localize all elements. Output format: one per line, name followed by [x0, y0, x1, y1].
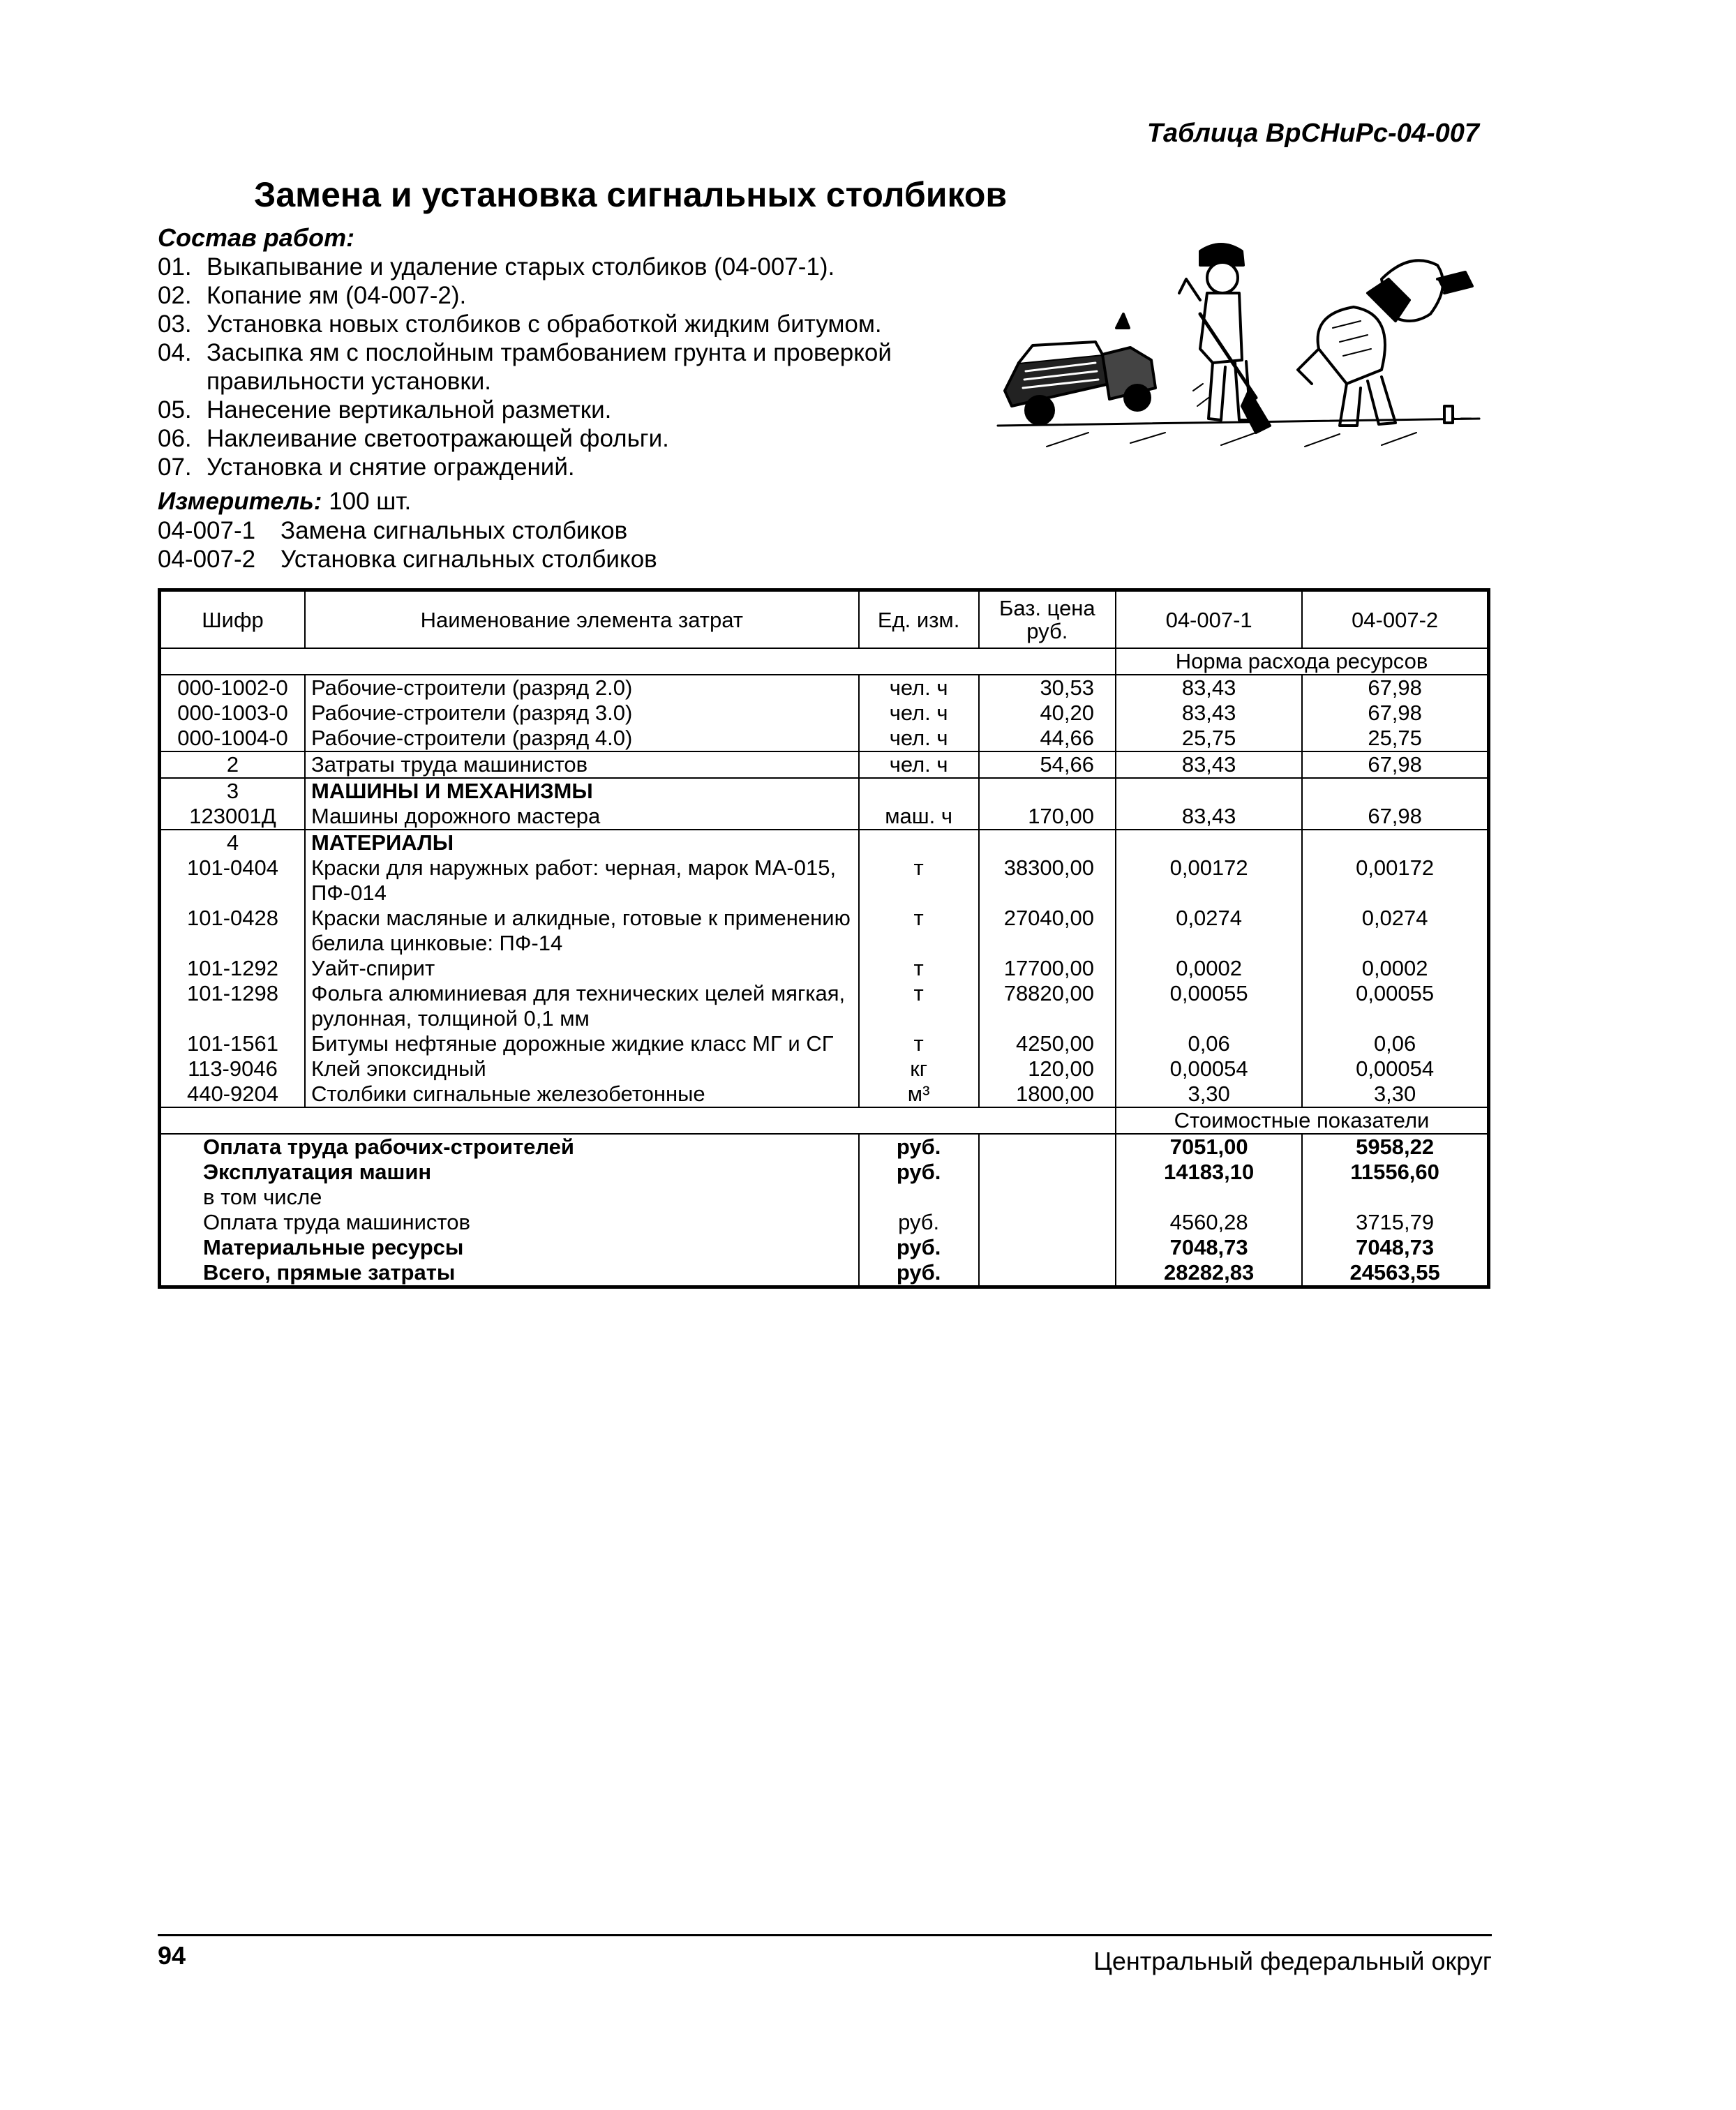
cost-name: Всего, прямые затраты	[160, 1260, 859, 1287]
section-title: Стоимостные показатели	[1116, 1107, 1488, 1134]
item-text: Засыпка ям с послойным трамбованием грунта и проверкой правильности установки.	[207, 339, 892, 395]
cell-value-b: 0,06	[1302, 1031, 1488, 1056]
cell-price: 4250,00	[979, 1031, 1116, 1056]
footer-text: Центральный федеральный округ	[1093, 1947, 1492, 1975]
cell-price: 30,53	[979, 675, 1116, 701]
cost-value-a: 7051,00	[1116, 1134, 1302, 1160]
cell-name: Клей эпоксидный	[305, 1056, 859, 1082]
item-number: 01.	[158, 253, 192, 280]
cost-value-a: 7048,73	[1116, 1235, 1302, 1260]
code: 04-007-2	[158, 546, 256, 573]
cell-name: Машины дорожного мастера	[305, 804, 859, 830]
cell-value-b: 67,98	[1302, 675, 1488, 701]
cell-unit: чел. ч	[859, 751, 979, 778]
cost-value-a	[1116, 1185, 1302, 1210]
item-number: 07.	[158, 454, 192, 481]
column-header-code: Шифр	[160, 590, 306, 649]
cost-value-a: 4560,28	[1116, 1210, 1302, 1235]
cell-price: 27040,00	[979, 906, 1116, 956]
cell-value-b: 67,98	[1302, 701, 1488, 726]
worker-figure	[1298, 260, 1472, 426]
cell-price: 1800,00	[979, 1082, 1116, 1107]
cell-price: 40,20	[979, 701, 1116, 726]
code-item	[158, 516, 657, 545]
cell-code: 113-9046	[160, 1056, 306, 1082]
cost-row	[160, 1185, 1489, 1210]
cell-unit: т	[859, 855, 979, 906]
cell-value-b: 3,30	[1302, 1082, 1488, 1107]
table-row	[160, 675, 1489, 701]
table-row	[160, 778, 1489, 804]
cell-value-a: 0,0002	[1116, 956, 1302, 981]
cost-value-b: 3715,79	[1302, 1210, 1488, 1235]
cost-value-b: 24563,55	[1302, 1260, 1488, 1287]
cell-value-b: 0,0002	[1302, 956, 1488, 981]
cell-name: МАТЕРИАЛЫ	[305, 830, 859, 855]
cost-name: Оплата труда машинистов	[160, 1210, 859, 1235]
measure	[158, 487, 411, 516]
cost-unit: руб.	[859, 1160, 979, 1185]
cost-name: Материальные ресурсы	[160, 1235, 859, 1260]
cell-unit: т	[859, 956, 979, 981]
cell-value-a: 0,00172	[1116, 855, 1302, 906]
cell-name: Рабочие-строители (разряд 2.0)	[305, 675, 859, 701]
measure-value: 100 шт.	[329, 488, 412, 515]
cell-price: 44,66	[979, 726, 1116, 751]
footer-divider	[158, 1934, 1492, 1936]
cost-unit	[859, 1185, 979, 1210]
table-row	[160, 830, 1489, 855]
cell-name: Рабочие-строители (разряд 3.0)	[305, 701, 859, 726]
cost-row	[160, 1235, 1489, 1260]
cell-value-b: 67,98	[1302, 751, 1488, 778]
cost-name: Эксплуатация машин	[160, 1160, 859, 1185]
table-row	[160, 855, 1489, 906]
code-text: Замена сигнальных столбиков	[280, 517, 628, 544]
table-row	[160, 906, 1489, 956]
table-row	[160, 956, 1489, 981]
item-text: Наклеивание светоотражающей фольги.	[207, 425, 669, 452]
cell-unit: маш. ч	[859, 804, 979, 830]
cell-unit: м³	[859, 1082, 979, 1107]
resource-table	[158, 588, 1490, 1289]
cell-value-a: 83,43	[1116, 804, 1302, 830]
cost-name: Оплата труда рабочих-строителей	[160, 1134, 859, 1160]
item-number: 06.	[158, 425, 192, 452]
code-list	[158, 516, 657, 574]
table-row	[160, 981, 1489, 1031]
cell-value-a: 83,43	[1116, 751, 1302, 778]
truck	[1005, 314, 1155, 424]
list-item	[158, 453, 960, 481]
cost-value-b: 11556,60	[1302, 1160, 1488, 1185]
cell-value-b: 0,0274	[1302, 906, 1488, 956]
table-reference: Таблица ВрСНиРс-04-007	[1146, 119, 1479, 148]
cell-name: Затраты труда машинистов	[305, 751, 859, 778]
cell-code: 000-1003-0	[160, 701, 306, 726]
cell-unit: кг	[859, 1056, 979, 1082]
cell-name: Фольга алюминиевая для технических целей мягкая, рулонная, толщиной 0,1 мм	[305, 981, 859, 1031]
column-header-04-007-1: 04-007-1	[1116, 590, 1302, 649]
cost-row	[160, 1210, 1489, 1235]
table-row	[160, 1031, 1489, 1056]
list-item	[158, 396, 960, 424]
cost-name: в том числе	[160, 1185, 859, 1210]
cell-unit: чел. ч	[859, 675, 979, 701]
item-number: 05.	[158, 396, 192, 424]
code-item	[158, 545, 657, 574]
cell-code: 101-0404	[160, 855, 306, 906]
section-header-row	[160, 1107, 1489, 1134]
item-number: 04.	[158, 339, 192, 366]
cell-value-b: 0,00172	[1302, 855, 1488, 906]
cost-unit: руб.	[859, 1235, 979, 1260]
item-number: 03.	[158, 310, 192, 338]
worker-figure	[1179, 244, 1270, 433]
page-number: 94	[158, 1941, 186, 1970]
cell-name: Рабочие-строители (разряд 4.0)	[305, 726, 859, 751]
list-item	[158, 253, 960, 281]
cell-unit: т	[859, 1031, 979, 1056]
cell-name: Краски для наружных работ: черная, марок МА-015, ПФ-014	[305, 855, 859, 906]
cell-price: 170,00	[979, 804, 1116, 830]
cell-code: 123001Д	[160, 804, 306, 830]
table-row	[160, 1056, 1489, 1082]
code: 04-007-1	[158, 517, 256, 544]
cell-unit: чел. ч	[859, 726, 979, 751]
cell-code: 4	[160, 830, 306, 855]
section-header-row	[160, 648, 1489, 675]
table-row	[160, 701, 1489, 726]
cell-code: 101-0428	[160, 906, 306, 956]
cost-unit: руб.	[859, 1260, 979, 1287]
item-text: Установка новых столбиков с обработкой жидким битумом.	[207, 310, 882, 338]
cost-value-b: 7048,73	[1302, 1235, 1488, 1260]
workers-illustration	[991, 223, 1493, 467]
cell-code: 000-1004-0	[160, 726, 306, 751]
measure-label: Измеритель:	[158, 488, 322, 515]
cell-value-b: 0,00054	[1302, 1056, 1488, 1082]
cell-price: 120,00	[979, 1056, 1116, 1082]
column-header-04-007-2: 04-007-2	[1302, 590, 1488, 649]
column-header-unit: Ед. изм.	[859, 590, 979, 649]
item-text: Нанесение вертикальной разметки.	[207, 396, 612, 424]
cell-unit: т	[859, 906, 979, 956]
cell-value-a: 0,06	[1116, 1031, 1302, 1056]
cost-value-b	[1302, 1185, 1488, 1210]
cell-unit: т	[859, 981, 979, 1031]
item-number: 02.	[158, 282, 192, 309]
cost-row	[160, 1160, 1489, 1185]
table-header-row	[160, 590, 1489, 649]
cell-name: Краски масляные и алкидные, готовые к применению белила цинковые: ПФ-14	[305, 906, 859, 956]
cost-value-a: 14183,10	[1116, 1160, 1302, 1185]
list-item	[158, 424, 960, 453]
cell-unit: чел. ч	[859, 701, 979, 726]
table-row	[160, 804, 1489, 830]
cell-value-a: 83,43	[1116, 701, 1302, 726]
cell-name: МАШИНЫ И МЕХАНИЗМЫ	[305, 778, 859, 804]
cell-price: 78820,00	[979, 981, 1116, 1031]
cell-code: 000-1002-0	[160, 675, 306, 701]
list-item	[158, 281, 960, 310]
section-title: Норма расхода ресурсов	[1116, 648, 1488, 675]
cell-price: 54,66	[979, 751, 1116, 778]
cost-value-b: 5958,22	[1302, 1134, 1488, 1160]
column-header-name: Наименование элемента затрат	[305, 590, 859, 649]
item-text: Выкапывание и удаление старых столбиков (04-007-1).	[207, 253, 835, 280]
cost-value-a: 28282,83	[1116, 1260, 1302, 1287]
cell-price: 38300,00	[979, 855, 1116, 906]
cell-code: 3	[160, 778, 306, 804]
item-text: Установка и снятие ограждений.	[207, 454, 575, 481]
item-text: Копание ям (04-007-2).	[207, 282, 467, 309]
cell-code: 101-1561	[160, 1031, 306, 1056]
table-row	[160, 751, 1489, 778]
cell-value-b: 0,00055	[1302, 981, 1488, 1031]
cell-price: 17700,00	[979, 956, 1116, 981]
cell-value-b: 25,75	[1302, 726, 1488, 751]
cell-name: Уайт-спирит	[305, 956, 859, 981]
column-header-price: Баз. цена руб.	[979, 590, 1116, 649]
table-row	[160, 726, 1489, 751]
cell-code: 440-9204	[160, 1082, 306, 1107]
cell-code: 101-1292	[160, 956, 306, 981]
cell-name: Битумы нефтяные дорожные жидкие класс МГ и СГ	[305, 1031, 859, 1056]
cell-value-a: 3,30	[1116, 1082, 1302, 1107]
cell-value-a: 0,00054	[1116, 1056, 1302, 1082]
page-title: Замена и установка сигнальных столбиков	[254, 175, 1008, 214]
list-item	[158, 310, 960, 338]
cost-row	[160, 1134, 1489, 1160]
composition-label: Состав работ:	[158, 223, 355, 252]
cell-value-a: 0,0274	[1116, 906, 1302, 956]
cell-value-a: 0,00055	[1116, 981, 1302, 1031]
cell-value-a: 83,43	[1116, 675, 1302, 701]
table-row	[160, 1082, 1489, 1107]
cost-unit: руб.	[859, 1210, 979, 1235]
cell-value-b: 67,98	[1302, 804, 1488, 830]
list-item	[158, 338, 960, 396]
cell-value-a: 25,75	[1116, 726, 1302, 751]
composition-list	[158, 253, 960, 481]
cost-row	[160, 1260, 1489, 1287]
cost-unit: руб.	[859, 1134, 979, 1160]
code-text: Установка сигнальных столбиков	[280, 546, 657, 573]
cell-code: 2	[160, 751, 306, 778]
cell-code: 101-1298	[160, 981, 306, 1031]
cell-name: Столбики сигнальные железобетонные	[305, 1082, 859, 1107]
